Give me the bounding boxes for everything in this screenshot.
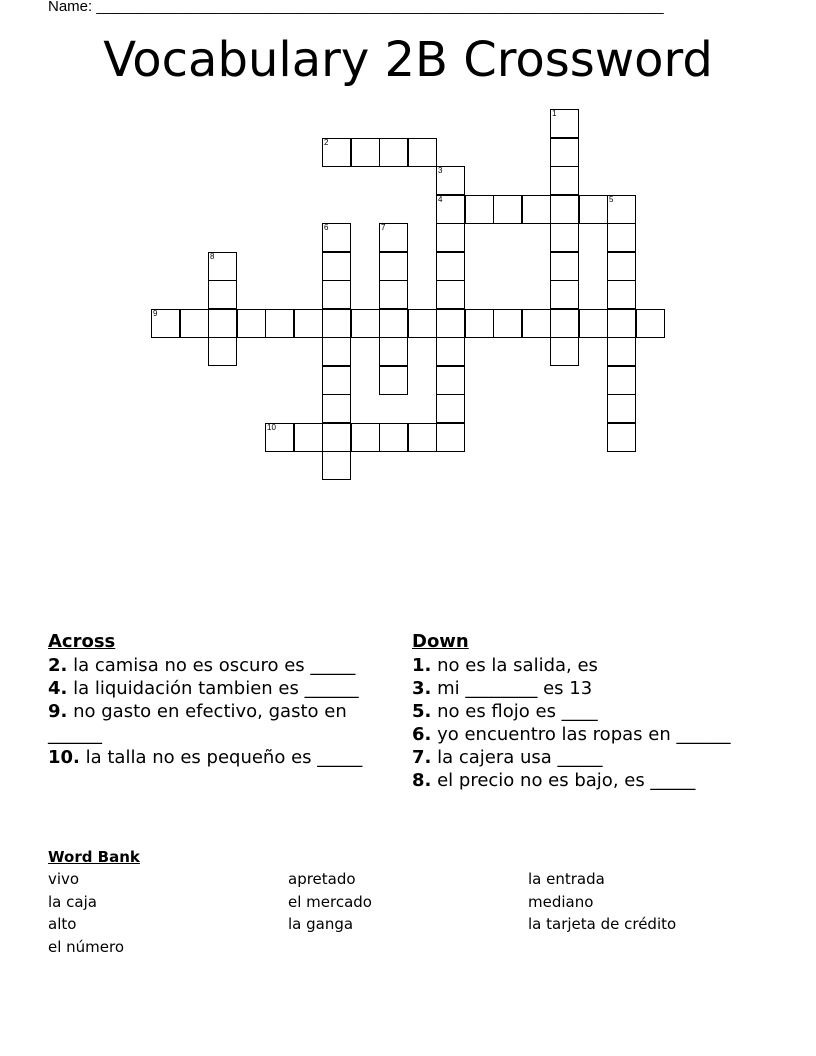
grid-cell[interactable] xyxy=(379,252,408,281)
grid-cell[interactable] xyxy=(607,195,636,224)
grid-cell[interactable] xyxy=(379,423,408,452)
grid-cell[interactable] xyxy=(550,223,579,252)
grid-cell[interactable] xyxy=(607,423,636,452)
grid-cell[interactable] xyxy=(436,337,465,366)
grid-cell[interactable] xyxy=(579,309,608,338)
grid-cell[interactable] xyxy=(379,309,408,338)
grid-cell[interactable] xyxy=(607,366,636,395)
grid-cell[interactable] xyxy=(265,309,294,338)
down-clue xyxy=(412,677,772,700)
grid-cell[interactable] xyxy=(550,166,579,195)
clue-text: la camisa no es oscuro es _____ xyxy=(67,655,356,676)
clue-number-label: 4 xyxy=(438,194,443,204)
grid-cell[interactable] xyxy=(607,394,636,423)
across-clue xyxy=(48,700,388,746)
down-clue xyxy=(412,723,772,746)
grid-cell[interactable] xyxy=(607,223,636,252)
clue-number-label: 9 xyxy=(153,308,158,318)
grid-cell[interactable] xyxy=(208,252,237,281)
grid-cell[interactable] xyxy=(465,309,494,338)
across-clue xyxy=(48,746,388,769)
clue-number: 6. xyxy=(412,724,432,745)
grid-cell[interactable] xyxy=(436,394,465,423)
grid-cell[interactable] xyxy=(322,423,351,452)
grid-cell[interactable] xyxy=(322,394,351,423)
grid-cell[interactable] xyxy=(607,252,636,281)
grid-cell[interactable] xyxy=(322,366,351,395)
across-clues xyxy=(48,630,388,769)
clue-number-label: 8 xyxy=(210,251,215,261)
grid-cell[interactable] xyxy=(379,280,408,309)
clue-number: 8. xyxy=(412,770,432,791)
grid-cell[interactable] xyxy=(351,138,380,167)
grid-cell[interactable] xyxy=(265,423,294,452)
clue-number-label: 1 xyxy=(552,109,557,118)
grid-cell[interactable] xyxy=(379,223,408,252)
across-clue xyxy=(48,677,388,700)
grid-cell[interactable] xyxy=(436,423,465,452)
across-heading: Across xyxy=(48,631,116,652)
word-bank-item: el número xyxy=(48,937,125,956)
grid-cell[interactable] xyxy=(550,109,579,138)
grid-cell[interactable] xyxy=(522,309,551,338)
grid-cell[interactable] xyxy=(151,309,180,338)
clue-text: la talla no es pequeño es _____ xyxy=(79,747,363,768)
grid-cell[interactable] xyxy=(465,195,494,224)
word-bank-item: la ganga xyxy=(288,915,354,933)
grid-cell[interactable] xyxy=(436,252,465,281)
word-bank-column xyxy=(48,868,124,958)
clue-text: yo encuentro las ropas en ______ xyxy=(431,724,731,745)
word-bank-item: la caja xyxy=(48,892,97,911)
clue-number: 10. xyxy=(48,747,80,768)
word-bank-title: Word Bank xyxy=(48,848,140,866)
down-heading: Down xyxy=(412,631,469,652)
clue-number: 3. xyxy=(412,678,432,699)
grid-cell[interactable] xyxy=(322,280,351,309)
clue-text: la cajera usa _____ xyxy=(431,747,603,768)
word-bank-item: apretado xyxy=(288,870,356,888)
across-clue xyxy=(48,654,388,677)
word-bank xyxy=(48,846,768,956)
clue-text: no gasto en efectivo, gasto en ______ xyxy=(48,701,347,745)
clue-number: 1. xyxy=(412,655,432,676)
grid-cell[interactable] xyxy=(436,166,465,195)
grid-cell[interactable] xyxy=(351,423,380,452)
clue-number: 2. xyxy=(48,655,68,676)
word-bank-column xyxy=(288,868,372,936)
down-clue xyxy=(412,700,772,723)
grid-cell[interactable] xyxy=(322,337,351,366)
grid-cell[interactable] xyxy=(436,223,465,252)
grid-cell[interactable] xyxy=(237,309,266,338)
clue-number-label: 2 xyxy=(324,137,329,147)
grid-cell[interactable] xyxy=(550,280,579,309)
grid-cell[interactable] xyxy=(522,195,551,224)
grid-cell[interactable] xyxy=(322,451,351,480)
clue-number-label: 7 xyxy=(381,223,386,232)
grid-cell[interactable] xyxy=(607,280,636,309)
grid-cell[interactable] xyxy=(351,309,380,338)
grid-cell[interactable] xyxy=(579,195,608,224)
grid-cell[interactable] xyxy=(408,138,437,167)
grid-cell[interactable] xyxy=(379,366,408,395)
name-line: Name: ____________________________________________________________________ xyxy=(48,0,664,15)
word-bank-item: la tarjeta de crédito xyxy=(528,915,677,933)
clue-number: 9. xyxy=(48,701,68,722)
grid-cell[interactable] xyxy=(294,423,323,452)
down-clue xyxy=(412,746,772,769)
clue-text: no es la salida, es xyxy=(431,655,598,676)
grid-cell[interactable] xyxy=(493,195,522,224)
clue-text: la liquidación tambien es ______ xyxy=(67,678,359,699)
grid-cell[interactable] xyxy=(208,280,237,309)
word-bank-item: el mercado xyxy=(288,892,372,911)
clue-text: el precio no es bajo, es _____ xyxy=(431,770,696,791)
grid-cell[interactable] xyxy=(493,309,522,338)
word-bank-item: mediano xyxy=(528,892,594,911)
word-bank-item: vivo xyxy=(48,870,80,888)
grid-cell[interactable] xyxy=(436,280,465,309)
grid-cell[interactable] xyxy=(208,337,237,366)
grid-cell[interactable] xyxy=(408,309,437,338)
word-bank-item: la entrada xyxy=(528,870,605,888)
clue-number-label: 5 xyxy=(609,194,614,204)
grid-cell[interactable] xyxy=(607,337,636,366)
word-bank-item: alto xyxy=(48,915,77,933)
down-clue xyxy=(412,654,772,677)
grid-cell[interactable] xyxy=(322,252,351,281)
grid-cell[interactable] xyxy=(550,252,579,281)
grid-cell[interactable] xyxy=(550,309,579,338)
grid-cell[interactable] xyxy=(436,195,465,224)
grid-cell[interactable] xyxy=(208,309,237,338)
grid-cell[interactable] xyxy=(607,309,636,338)
grid-cell[interactable] xyxy=(550,337,579,366)
grid-cell[interactable] xyxy=(379,138,408,167)
grid-cell[interactable] xyxy=(322,138,351,167)
grid-cell[interactable] xyxy=(322,309,351,338)
clue-number-label: 3 xyxy=(438,166,443,175)
down-clues xyxy=(412,630,772,792)
clue-number: 4. xyxy=(48,678,68,699)
clue-number: 5. xyxy=(412,701,432,722)
grid-cell[interactable] xyxy=(550,195,579,224)
grid-cell[interactable] xyxy=(636,309,665,338)
word-bank-column xyxy=(528,868,676,936)
clue-text: mi ________ es 13 xyxy=(431,678,593,699)
down-clue xyxy=(412,769,772,792)
grid-cell[interactable] xyxy=(180,309,209,338)
grid-cell[interactable] xyxy=(322,223,351,252)
clue-number: 7. xyxy=(412,747,432,768)
grid-cell[interactable] xyxy=(436,309,465,338)
clue-text: no es flojo es ____ xyxy=(431,701,598,722)
grid-cell[interactable] xyxy=(436,366,465,395)
clue-number-label: 10 xyxy=(267,422,276,432)
grid-cell[interactable] xyxy=(408,423,437,452)
grid-cell[interactable] xyxy=(294,309,323,338)
clue-number-label: 6 xyxy=(324,223,329,232)
grid-cell[interactable] xyxy=(379,337,408,366)
grid-cell[interactable] xyxy=(550,138,579,167)
crossword-grid xyxy=(0,0,816,500)
page-title: Vocabulary 2B Crossword xyxy=(103,32,713,88)
